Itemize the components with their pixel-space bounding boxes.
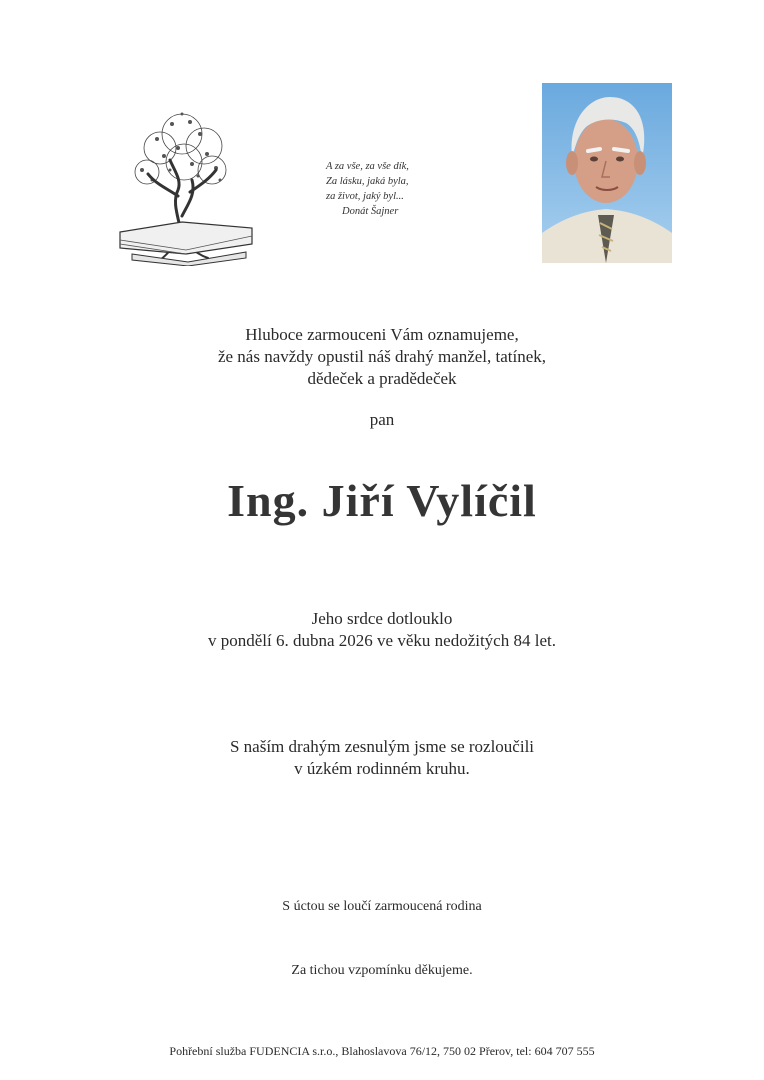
thanks-line: Za tichou vzpomínku děkujeme. (291, 963, 473, 978)
announcement (0, 324, 764, 390)
tree-on-books-illustration (112, 104, 258, 266)
announcement-line: dědeček a pradědeček (307, 369, 457, 388)
announcement-line: že nás navždy opustil náš drahý manžel, tatínek, (217, 347, 547, 366)
farewell-notice (0, 736, 764, 780)
death-notice-line: Jeho srdce dotlouklo (311, 609, 453, 628)
deceased-name: Ing. Jiří Vylíčil (227, 475, 537, 526)
poem-quote (326, 159, 526, 219)
farewell-line: v úzkém rodinném kruhu. (294, 759, 470, 778)
death-notice (0, 608, 764, 652)
poem-line: za život, jaký byl... (326, 191, 404, 202)
family-signoff: S úctou se loučí zarmoucená rodina (282, 899, 482, 914)
funeral-service-footer: Pohřební služba FUDENCIA s.r.o., Blahoslavova 76/12, 750 02 Přerov, tel: 604 707 555 (169, 1044, 595, 1058)
announcement-line: Hluboce zarmouceni Vám oznamujeme, (245, 325, 519, 344)
farewell-line: S naším drahým zesnulým jsme se rozloučili (229, 737, 535, 756)
death-notice-line: v pondělí 6. dubna 2026 ve věku nedožitých 84 let. (208, 631, 556, 650)
title-word: pan (369, 410, 395, 429)
poem-author: Donát Šajner (342, 206, 399, 217)
portrait-photo (542, 83, 672, 263)
poem-line: Za lásku, jaká byla, (326, 176, 409, 187)
poem-line: A za vše, za vše dík, (326, 161, 409, 172)
